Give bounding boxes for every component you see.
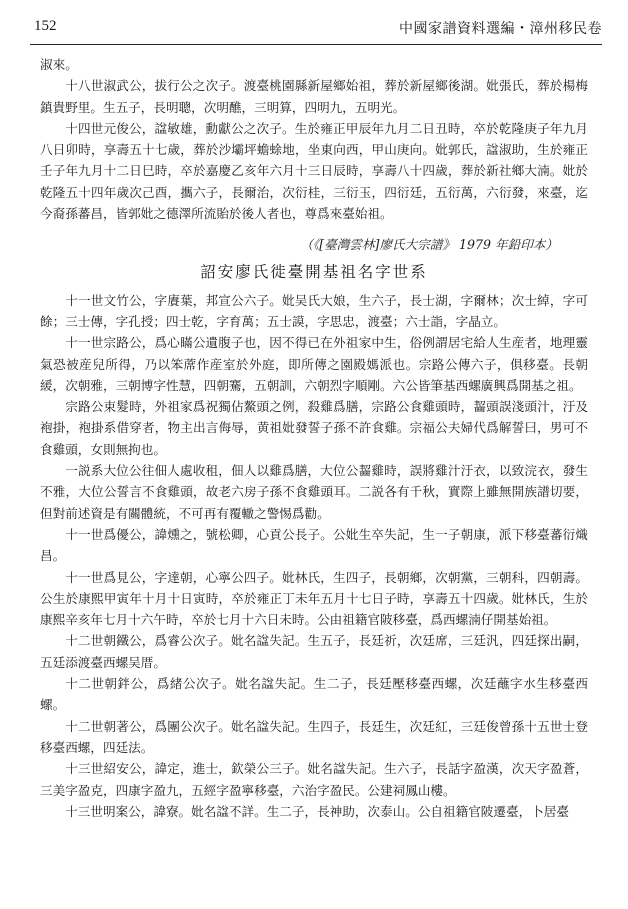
header-rule <box>30 44 602 45</box>
paragraph: 十三世紹安公，諱定，進士，欽榮公三子。妣名諡失記。生六子，長話字盈漢，次天字盈蒼，三美字盈克，四康字盈九，五經字盈寧移臺，六治字盈民。公建祠鳳山樓。 <box>40 761 588 798</box>
paragraph: 十三世明案公，諱寮。妣名諡不詳。生二子，長神助，次泰山。公自祖籍官陂遷臺，卜居臺 <box>65 803 569 819</box>
paragraph: 十二世朝鐵公，爲睿公次子。妣名諡失記。生五子，長廷祈，次廷席，三廷汎，四廷探出嗣，五廷添渡臺西螺吴厝。 <box>40 633 588 670</box>
running-title: 中國家譜資料選編・漳州移民卷 <box>399 21 602 37</box>
paragraph: 十一世爲見公，字達朝，心寧公四子。妣林氏，生四子，長朝鄉，次朝黨，三朝科，四朝壽。公生於康熙甲寅年十月十日寅時，卒於雍正丁未年五月十七日子時，享壽五十四歲。妣林氏，生於康熙辛亥年七月十六午時，卒於七月十六日未時。公由祖籍官陂移臺，爲西螺湳仔開基始祖。 <box>40 569 588 628</box>
paragraph: 十二世朝著公，爲團公次子。妣名諡失記。生四子，長廷生，次廷紅，三廷俊曾孫十五世士登移臺西螺，四廷法。 <box>40 718 588 755</box>
paragraph: 十八世淑武公，拔行公之次子。渡臺桃園縣新屋鄉始祖，葬於新屋鄉後湖。妣張氏，葬於楊梅鎮貴野里。生五子，長明聰，次明醮，三明算，四明九，五明光。 <box>40 78 588 115</box>
page-body <box>40 54 588 822</box>
paragraph: 十一世宗路公，爲心瞞公遺腹子也，因不得已在外祖家中生，俗例謂居宅給人生産者，地理靈氣恐被産兒所得，乃以笨蓆作産室於外庭，即所傳之園殿媽派也。宗路公傳六子，俱移臺。長朝緩，次朝雅，三朝博字性慧，四朝騫，五朝訓，六朝烈字順剛。六公皆筆基西螺廣興爲開基之祖。 <box>40 335 588 393</box>
page-header <box>30 18 602 40</box>
paragraph: 淑來。 <box>40 57 78 72</box>
paragraph: 十四世元俊公，諡敏雄，勳獻公之次子。生於雍正甲辰年九月二日丑時，卒於乾隆庚子年九月八日卯時，享壽五十七歲，葬於沙壩坪蟾蜍地，坐東向西，甲山庚向。妣郭氏，諡淑助，生於雍正壬子年九月十二日巳時，卒於嘉慶乙亥年六月十三日辰時，享壽八十四歲，葬於新社鄉大湳。妣於乾隆五十四年歲次己酉，攜六子，長爾治，次衍桂，三衍玉，四衍廷，五衍萬，六衍發，來臺，迄今裔孫蕃昌，皆郭妣之德澤所流貽於後人者也，尊爲來臺始祖。 <box>40 120 588 222</box>
source-citation: （《[臺灣雲林]廖氏大宗譜》 1979 年鉛印本） <box>300 237 558 253</box>
paragraph: 十一世爲優公，諱燻之，號松卿，心貢公長子。公妣生卒失記，生一子朝康，派下移臺蕃衍熾昌。 <box>40 526 588 564</box>
paragraph: 一説系大位公往佃人處收租，佃人以雞爲膳，大位公齧雞時，誤將雞汁汙衣，以致浣衣，發生不雅，大位公誓言不食雞頭，故老六房子孫不食雞頭耳。二説各有千秋，實際上雖無開族譜切要，但對前述資是有關體統，不可再有覆轍之警惕爲勸。 <box>40 463 588 521</box>
page-number: 152 <box>34 18 57 34</box>
paragraph: 十一世文竹公，字賡葉，邦宣公六子。妣吴氏大娘，生六子，長士湖，字爾林；次士綽，字可餘；三士傳，字孔授；四士乾，字育萬；五士謨，字思忠，渡臺；六士詣，字晶立。 <box>40 292 588 329</box>
paragraph: 十二世朝鉡公，爲緒公次子。妣名諡失記。生二子，長廷壓移臺西螺，次廷蘸字水生移臺西螺。 <box>40 676 588 713</box>
paragraph: 宗路公束髮時，外祖家爲祝獨佔鰲頭之例，殺雞爲膳，宗路公食雞頭時，齧頭誤淺頭汁，汙及袍掛，袍掛系借穿者，物主出言侮辱，黄祖妣發誓子孫不許食雞。宗福公夫婦代爲解誓曰，男可不食雞頭，女則無拘也。 <box>40 399 588 457</box>
section-heading: 詔安廖氏徙臺開基祖名字世系 <box>200 262 428 281</box>
